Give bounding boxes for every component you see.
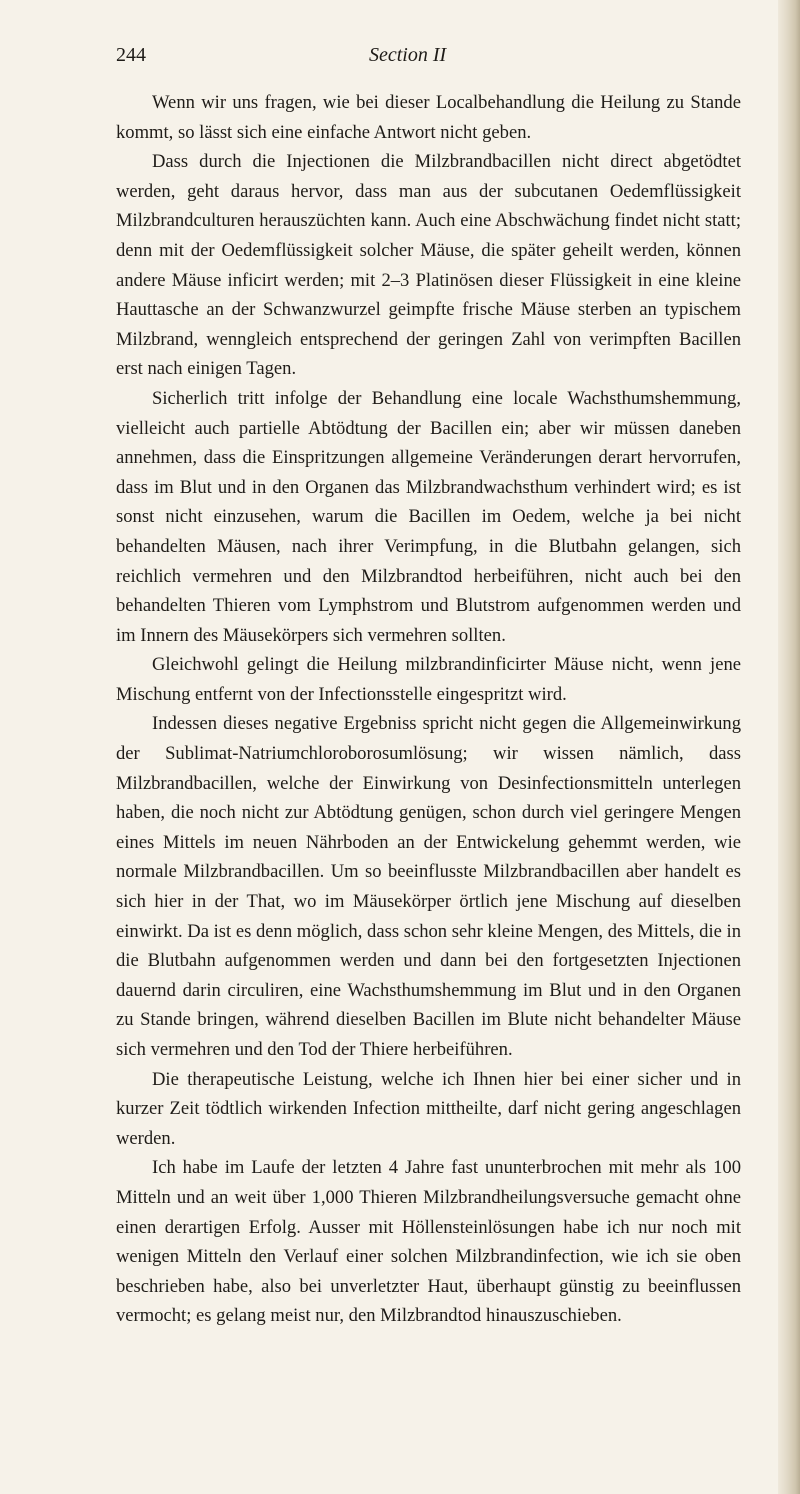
paragraph-wachsthumshemmung: Sicherlich tritt infolge der Behandlung eine locale Wachsthumshemmung, vielleicht auch partielle Abtödtung der Bacillen ein; aber wir müssen daneben annehmen, dass die Einspritzungen allgemeine Veränderungen derart hervorrufen, dass im Blut und in den Organen das Milzbrandwachsthum verhindert wird; es ist sonst nicht einzusehen, warum die Bacillen im Oedem, welche ja bei nicht behandelten Mäusen, nach ihrer Verimpfung, in die Blutbahn gelangen, sich reichlich vermehren und den Milzbrandtod herbeiführen, nicht auch bei den behandelten Thieren vom Lymphstrom und Blutstrom aufgenommen werden und im Innern des Mäusekörpers sich vermehren sollten.: [116, 387, 741, 646]
paragraph-indessen: Indessen dieses negative Ergebniss spricht nicht gegen die Allgemeinwirkung der Sublimat-Natriumchloroborosumlösung; wir wissen nämlich, dass Milzbrandbacillen, welche der Einwirkung von Desinfectionsmitteln unterlegen haben, die noch nicht zur Abtödtung genügen, schon durch viel geringere Mengen eines Mittels im neuen Nährboden an der Entwickelung gehemmt werden, wie normale Milzbrandbacillen. Um so beeinflusste Milzbrandbacillen aber handelt es sich hier in der That, wo im Mäusekörper örtlich jene Mischung auf dieselben einwirkt. Da ist es denn möglich, dass schon sehr kleine Mengen, des Mittels, die in die Blutbahn aufgenommen werden und dann bei den fortgesetzten Injectionen dauernd darin circuliren, eine Wachsthumshemmung im Blut und in den Organen zu Stande bringen, während dieselben Bacillen im Blute nicht behandelter Mäuse sich vermehren und den Tod der Thiere herbeiführen.: [116, 713, 741, 1060]
page-number: 244: [116, 44, 146, 66]
paragraph-gleichwohl: Gleichwohl gelingt die Heilung milzbrandinficirter Mäuse nicht, wenn jene Mischung entfernt von der Infectionsstelle eingespritzt wird.: [116, 654, 741, 705]
paragraph-injectionen: Dass durch die Injectionen die Milzbrandbacillen nicht direct abgetödtet werden, geht daraus hervor, dass man aus der subcutanen Oedemflüssigkeit Milzbrandculturen herauszüchten kann. Auch eine Abschwächung findet nicht statt; denn mit der Oedemflüssigkeit solcher Mäuse, die später geheilt werden, können andere Mäuse inficirt werden; mit 2–3 Platinösen dieser Flüssigkeit in eine kleine Hauttasche an der Schwanzwurzel geimpfte frische Mäuse sterben an typischem Milzbrand, wenngleich entsprechend der geringen Zahl von verimpften Bacillen erst nach einigen Tagen.: [116, 151, 741, 380]
paragraph-heilungsversuche: Ich habe im Laufe der letzten 4 Jahre fast ununterbrochen mit mehr als 100 Mitteln und an weit über 1,000 Thieren Milzbrandheilungsversuche gemacht ohne einen derartigen Erfolg. Ausser mit Höllensteinlösungen habe ich nur noch mit wenigen Mitteln den Verlauf einer solchen Milzbrandinfection, wie ich sie oben beschrieben habe, also bei unverletzter Haut, überhaupt günstig zu beeinflussen vermocht; es gelang meist nur, den Milzbrandtod hinauszuschieben.: [116, 1157, 741, 1327]
body-text: [116, 88, 741, 1331]
paragraph-heilung-frage: Wenn wir uns fragen, wie bei dieser Localbehandlung die Heilung zu Stande kommt, so lässt sich eine einfache Antwort nicht geben.: [116, 92, 741, 143]
paragraph-therapeutische-leistung: Die therapeutische Leistung, welche ich Ihnen hier bei einer sicher und in kurzer Zeit tödtlich wirkenden Infection mittheilte, darf nicht gering angeschlagen werden.: [116, 1068, 741, 1149]
section-title: Section II: [369, 44, 447, 66]
page-edge-shadow: [778, 0, 800, 1494]
page-header: [116, 44, 736, 74]
